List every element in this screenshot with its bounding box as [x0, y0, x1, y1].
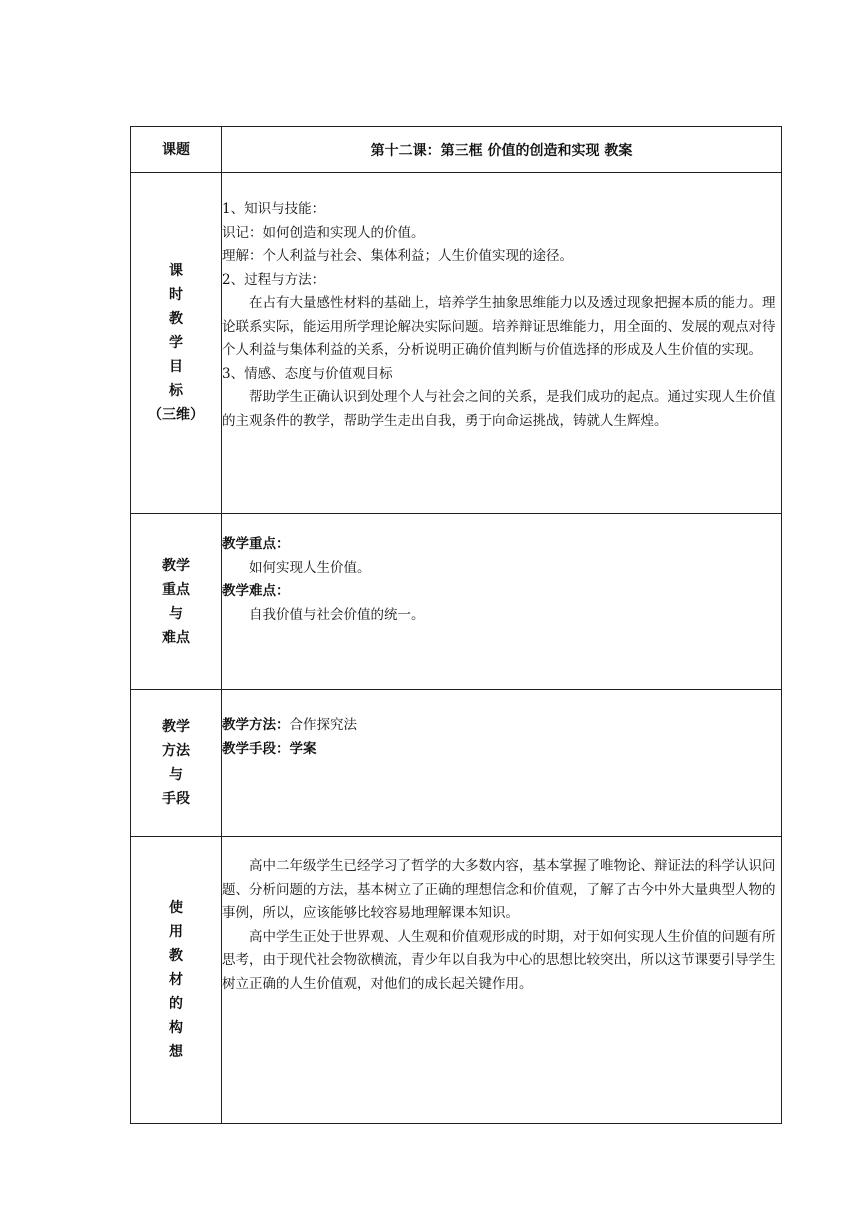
- objectives-row: [131, 173, 782, 514]
- objective-heading-1: 1、知识与技能：: [222, 201, 326, 217]
- label-line: 学: [169, 335, 183, 351]
- objectives-label: [131, 173, 222, 514]
- lesson-title: 第十二课：第三框 价值的创造和实现 教案: [222, 127, 782, 173]
- method-text: 合作探究法: [289, 717, 357, 733]
- key-point-text: 如何实现人生价值。: [249, 559, 371, 576]
- label-line: 与: [169, 767, 183, 783]
- label-line: 用: [169, 924, 183, 940]
- label-line: 课: [169, 263, 183, 279]
- objective-paragraph: 帮助学生正确认识到处理个人与社会之间的关系，是我们成功的起点。通过实现人生价值的主观条件的教学，帮助学生走出自我，勇于向命运挑战，铸就人生辉煌。: [222, 389, 776, 429]
- label-line: 手段: [162, 791, 190, 807]
- concept-row: [131, 837, 782, 1124]
- label-line: 方法: [162, 743, 190, 759]
- label-line: 使: [169, 900, 183, 916]
- objective-paragraph: 在占有大量感性材料的基础上，培养学生抽象思维能力以及透过现象把握本质的能力。理论联系实际，能运用所学理论解决实际问题。培养辩证思维能力，用全面的、发展的观点对待个人利益与集体利益的关系，分析说明正确价值判断与价值选择的形成及人生价值的实现。: [222, 295, 776, 358]
- key-points-row: [131, 514, 782, 690]
- difficulty-label: 教学难点：: [222, 583, 290, 599]
- concept-paragraph: 高中二年级学生已经学习了哲学的大多数内容，基本掌握了唯物论、辩证法的科学认识问题、分析问题的方法，基本树立了正确的理想信念和价值观，了解了古今中外大量典型人物的事例，所以，应该能够比较容易地理解课本知识。: [222, 858, 776, 921]
- label-line: 教学: [162, 719, 190, 735]
- label-line: 目: [169, 359, 183, 375]
- difficulty-text: 自我价值与社会价值的统一。: [249, 606, 425, 623]
- key-points-content: [222, 514, 782, 690]
- concept-label: [131, 837, 222, 1124]
- means-line: [222, 738, 781, 762]
- objective-heading-2: 2、过程与方法：: [222, 271, 326, 288]
- label-line: 与: [169, 605, 183, 622]
- means-label: 教学手段：: [222, 740, 290, 757]
- label-line: 想: [169, 1044, 183, 1060]
- objective-line: 理解：个人利益与社会、集体利益；人生价值实现的途径。: [222, 248, 573, 264]
- label-line: 材: [169, 972, 183, 988]
- objective-line: 识记：如何创造和实现人的价值。: [222, 224, 425, 241]
- objectives-content: [222, 173, 782, 514]
- label-line: 构: [169, 1020, 183, 1036]
- label-line: 的: [169, 996, 183, 1012]
- lesson-plan-table: [130, 126, 782, 1124]
- label-line: 时: [169, 287, 183, 303]
- title-label: 课题: [131, 127, 222, 173]
- concept-content: [222, 837, 782, 1124]
- label-line: 教: [169, 311, 183, 327]
- objective-heading-3: 3、情感、态度与价值观目标: [222, 365, 393, 382]
- label-line: （三维）: [148, 407, 204, 423]
- methods-label: [131, 690, 222, 837]
- method-label: 教学方法：: [222, 717, 290, 733]
- label-line: 重点: [162, 581, 190, 598]
- method-line: [222, 714, 781, 738]
- methods-content: [222, 690, 782, 837]
- label-line: 教: [169, 948, 183, 964]
- concept-paragraph: 高中学生正处于世界观、人生观和价值观形成的时期，对于如何实现人生价值的问题有所思考，由于现代社会物欲横流，青少年以自我为中心的思想比较突出，所以这节课要引导学生树立正确的人生价值观，对他们的成长起关键作用。: [222, 928, 776, 992]
- key-points-label: [131, 514, 222, 690]
- methods-row: [131, 690, 782, 837]
- label-line: 标: [169, 383, 183, 399]
- title-row: [131, 127, 782, 173]
- label-line: 教学: [162, 557, 190, 574]
- means-text: 学案: [289, 740, 317, 757]
- label-line: 难点: [162, 629, 190, 646]
- key-point-label: 教学重点：: [222, 536, 290, 552]
